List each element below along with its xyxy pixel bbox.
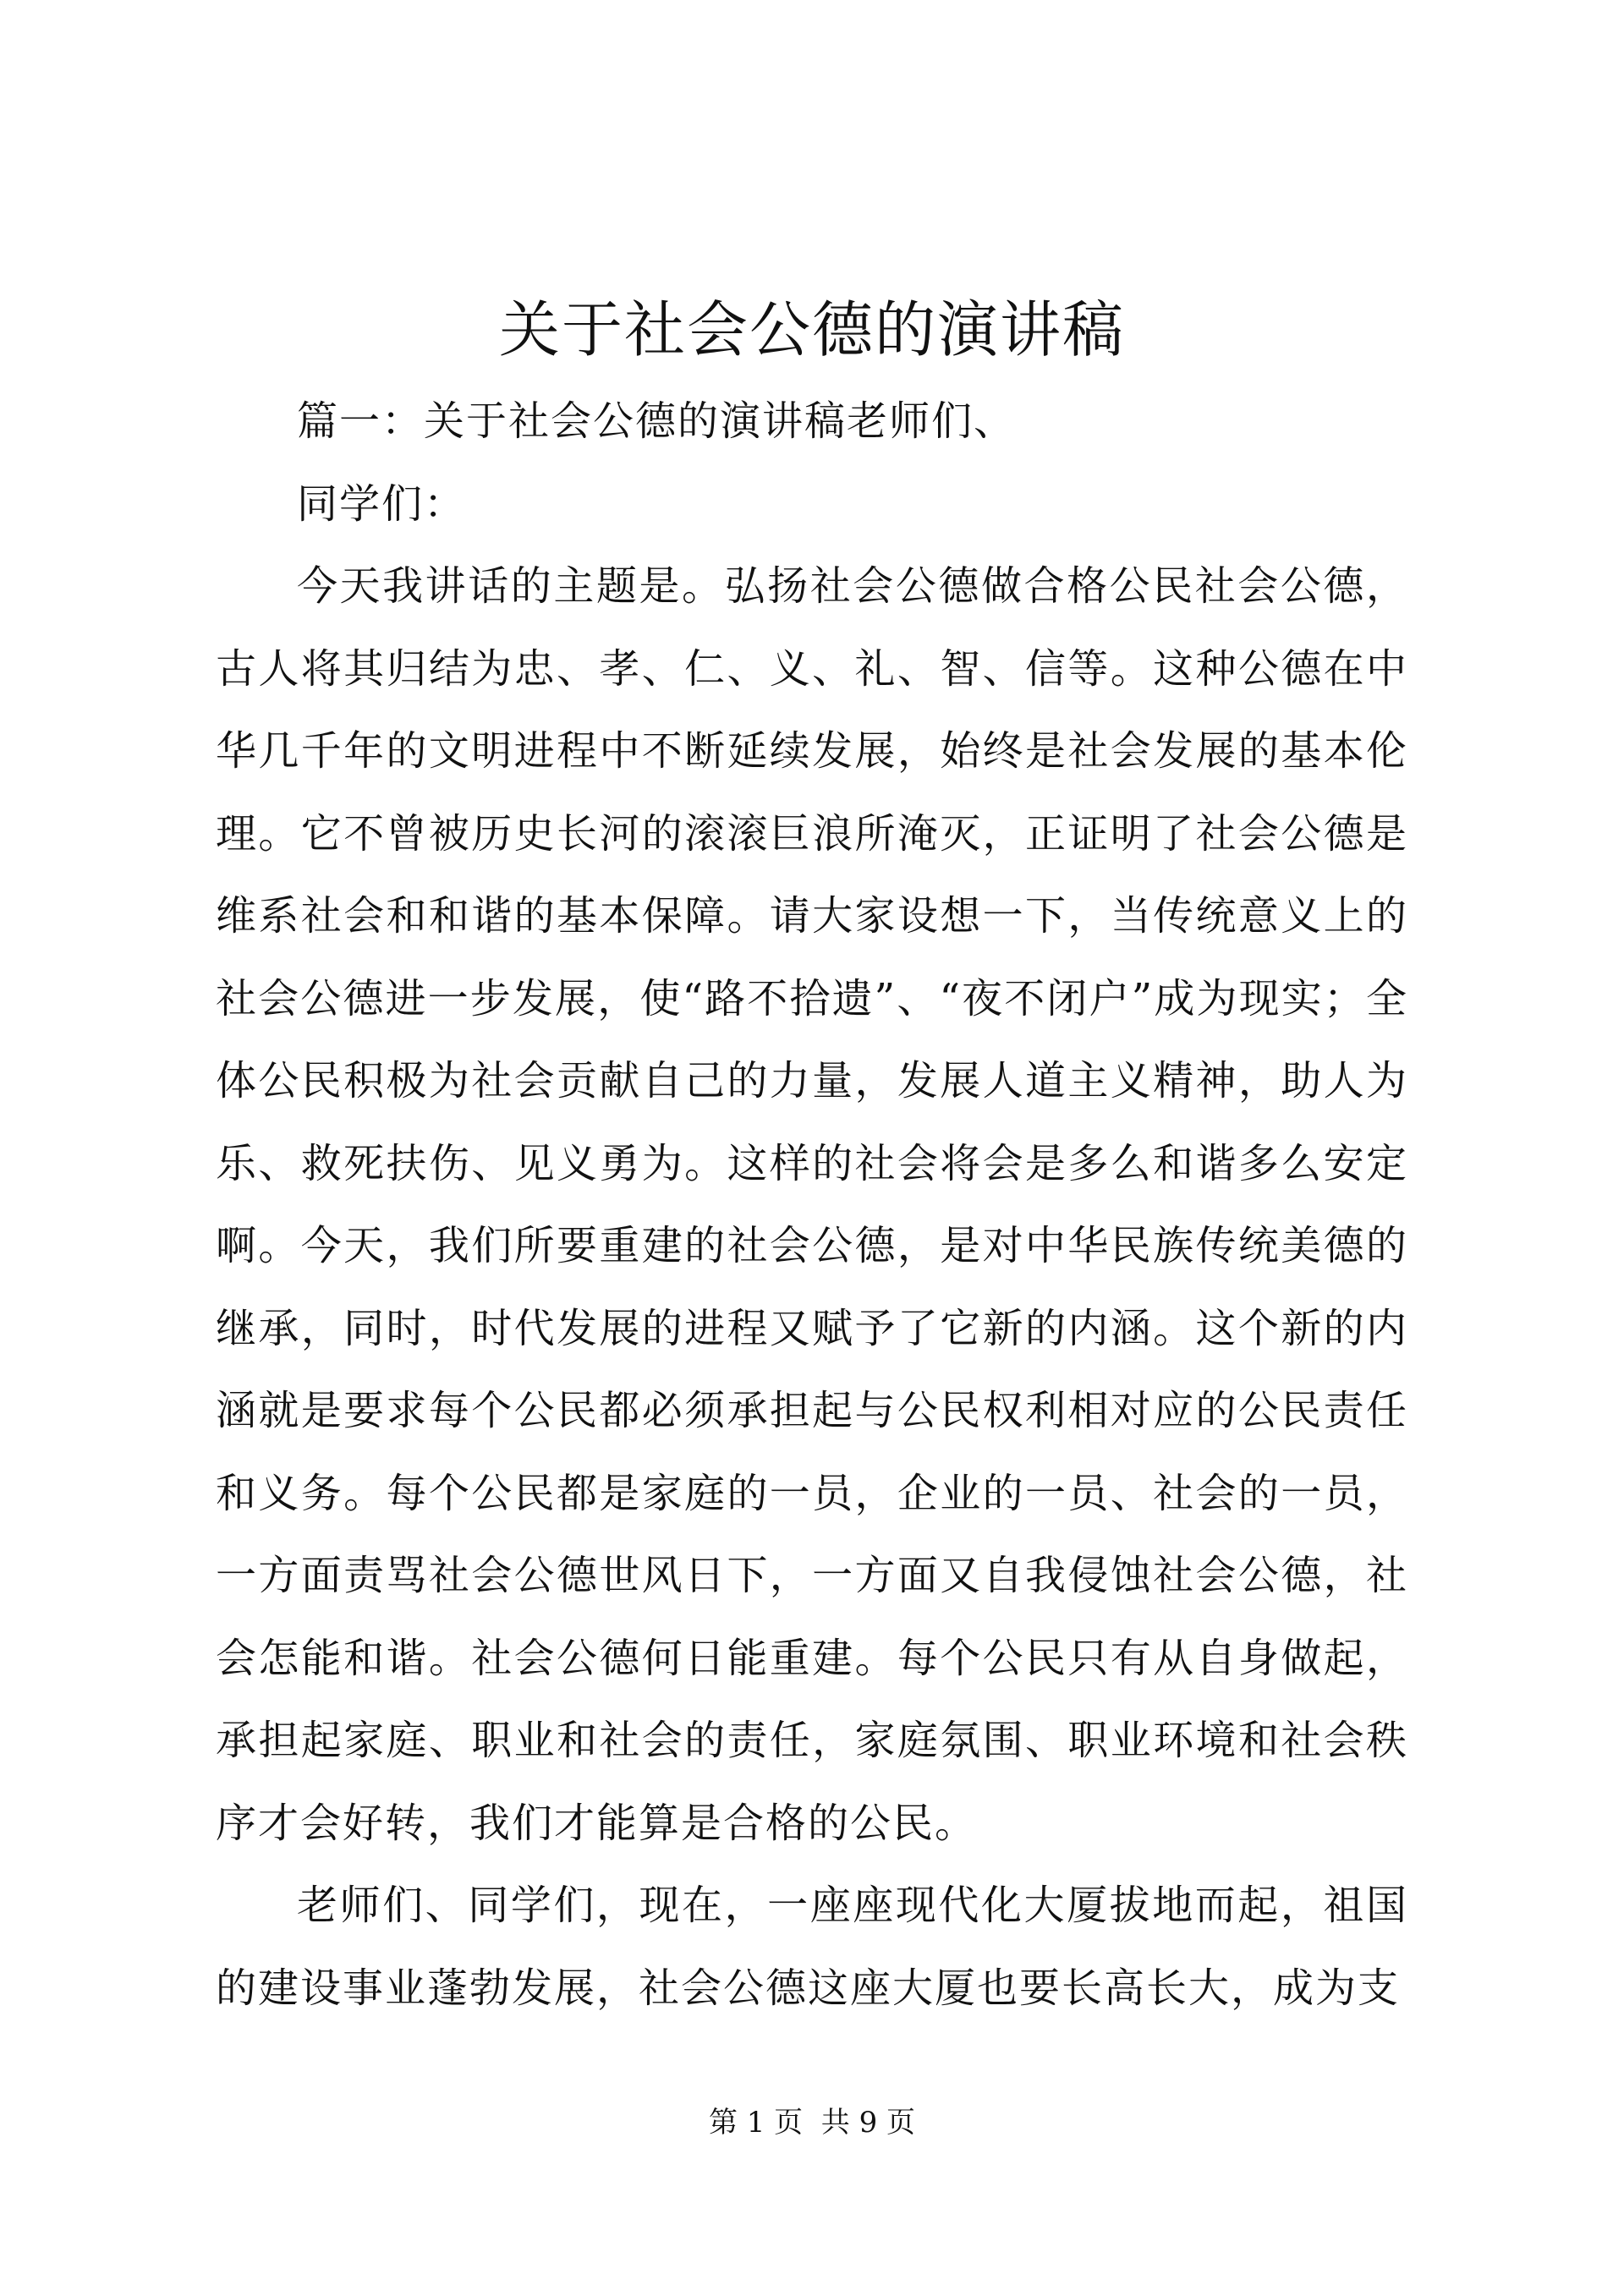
page-footer (0, 2101, 1624, 2144)
document-title: 关于社会公德的演讲稿 (498, 294, 1125, 365)
paragraph-3: 今天我讲话的主题是。弘扬社会公德做合格公民社会公德，古人将其归结为忠、孝、仁、义、礼、智、信等。这种公德在中华几千年的文明进程中不断延续发展，始终是社会发展的基本伦理。它不曾被历史长河的滚滚巨浪所淹灭，正证明了社会公德是维系社会和和谐的基本保障。请大家设想一下，当传统意义上的社会公德进一步发展，使“路不拾遗”、“夜不闭户”成为现实；全体公民积极为社会贡献自己的力量，发展人道主义精神，助人为乐、救死扶伤、见义勇为。这样的社会将会是多么和谐多么安定啊。今天，我们所要重建的社会公德，是对中华民族传统美德的继承，同时，时代发展的进程又赋予了它新的内涵。这个新的内涵就是要求每个公民都必须承担起与公民权利相对应的公民责任和义务。每个公民都是家庭的一员，企业的一员、社会的一员，一方面责骂社会公德世风日下，一方面又自我侵蚀社会公德，社会怎能和谐。社会公德何日能重建。每个公民只有从自身做起，承担起家庭、职业和社会的责任，家庭氛围、职业环境和社会秩序才会好转，我们才能算是合格的公民。 (216, 562, 1408, 1847)
paragraph-4: 老师们、同学们，现在，一座座现代化大厦拔地而起，祖国的建设事业蓬勃发展，社会公德这座大厦也要长高长大，成为支 (216, 1882, 1408, 2012)
page-number-label: 第 1 页 共 9 页 (708, 2106, 916, 2140)
paragraph-1: 篇一：关于社会公德的演讲稿老师们、 (297, 397, 1017, 445)
paragraph-2: 同学们： (297, 479, 467, 528)
document-body (216, 381, 1408, 2030)
